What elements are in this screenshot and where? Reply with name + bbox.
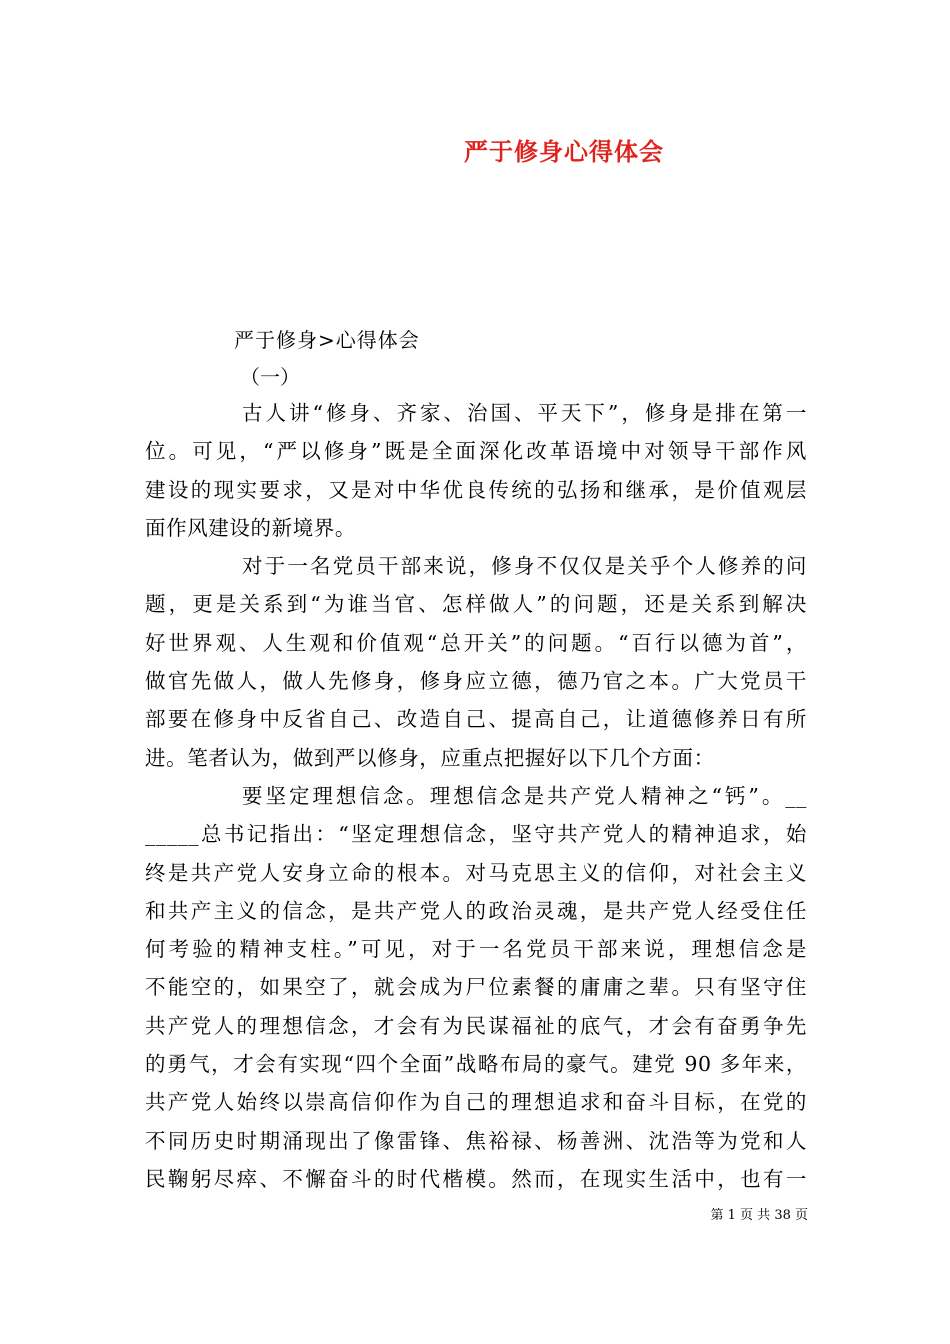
text-line: _____总书记指出：“坚定理想信念，坚守共产党人的精神追求，始: [145, 822, 807, 847]
body-text: [145, 394, 807, 1198]
text-line: 不能空的，如果空了，就会成为尸位素餐的庸庸之辈。只有坚守住: [145, 975, 807, 1000]
text-line: 要坚定理想信念。理想信念是共产党人精神之“钙”。__: [242, 783, 807, 808]
text-line: 部要在修身中反省自己、改造自己、提高自己，让道德修养日有所: [145, 707, 807, 732]
text-line: 对于一名党员干部来说，修身不仅仅是关乎个人修养的问: [242, 554, 807, 579]
section-number: （一）: [240, 365, 300, 389]
text-line: 面作风建设的新境界。: [145, 515, 356, 540]
text-line: 做官先做人，做人先修身，修身应立德，德乃官之本。广大党员干: [145, 669, 807, 694]
text-line: 位。可见，“严以修身”既是全面深化改革语境中对领导干部作风: [145, 439, 807, 464]
text-line: 终是共产党人安身立命的根本。对马克思主义的信仰，对社会主义: [145, 860, 807, 885]
text-line: 共产党人始终以崇高信仰作为自己的理想追求和奋斗目标，在党的: [145, 1090, 807, 1115]
page-footer: 第 1 页 共 38 页: [710, 1208, 808, 1223]
text-line: 何考验的精神支柱。”可见，对于一名党员干部来说，理想信念是: [145, 937, 807, 962]
text-line: 好世界观、人生观和价值观“总开关”的问题。“百行以德为首”，: [145, 630, 807, 655]
text-line: 和共产主义的信念，是共产党人的政治灵魂，是共产党人经受住任: [145, 898, 807, 923]
document-subtitle: 严于修身>心得体会: [234, 328, 420, 352]
text-line: 共产党人的理想信念，才会有为民谋福祉的底气，才会有奋勇争先: [145, 1013, 807, 1038]
text-line: 题，更是关系到“为谁当官、怎样做人”的问题，还是关系到解决: [145, 592, 807, 617]
text-line: 民鞠躬尽瘁、不懈奋斗的时代楷模。然而，在现实生活中，也有一: [145, 1166, 807, 1191]
text-line: 进。笔者认为，做到严以修身，应重点把握好以下几个方面：: [145, 745, 715, 770]
text-line: 建设的现实要求，又是对中华优良传统的弘扬和继承，是价值观层: [145, 477, 807, 502]
text-line: 的勇气，才会有实现“四个全面”战略布局的豪气。建党 90 多年来，: [145, 1052, 807, 1077]
document-title: 严于修身心得体会: [464, 137, 664, 166]
text-line: 不同历史时期涌现出了像雷锋、焦裕禄、杨善洲、沈浩等为党和人: [145, 1128, 807, 1153]
text-line: 古人讲“修身、齐家、治国、平天下”，修身是排在第一: [242, 401, 807, 425]
